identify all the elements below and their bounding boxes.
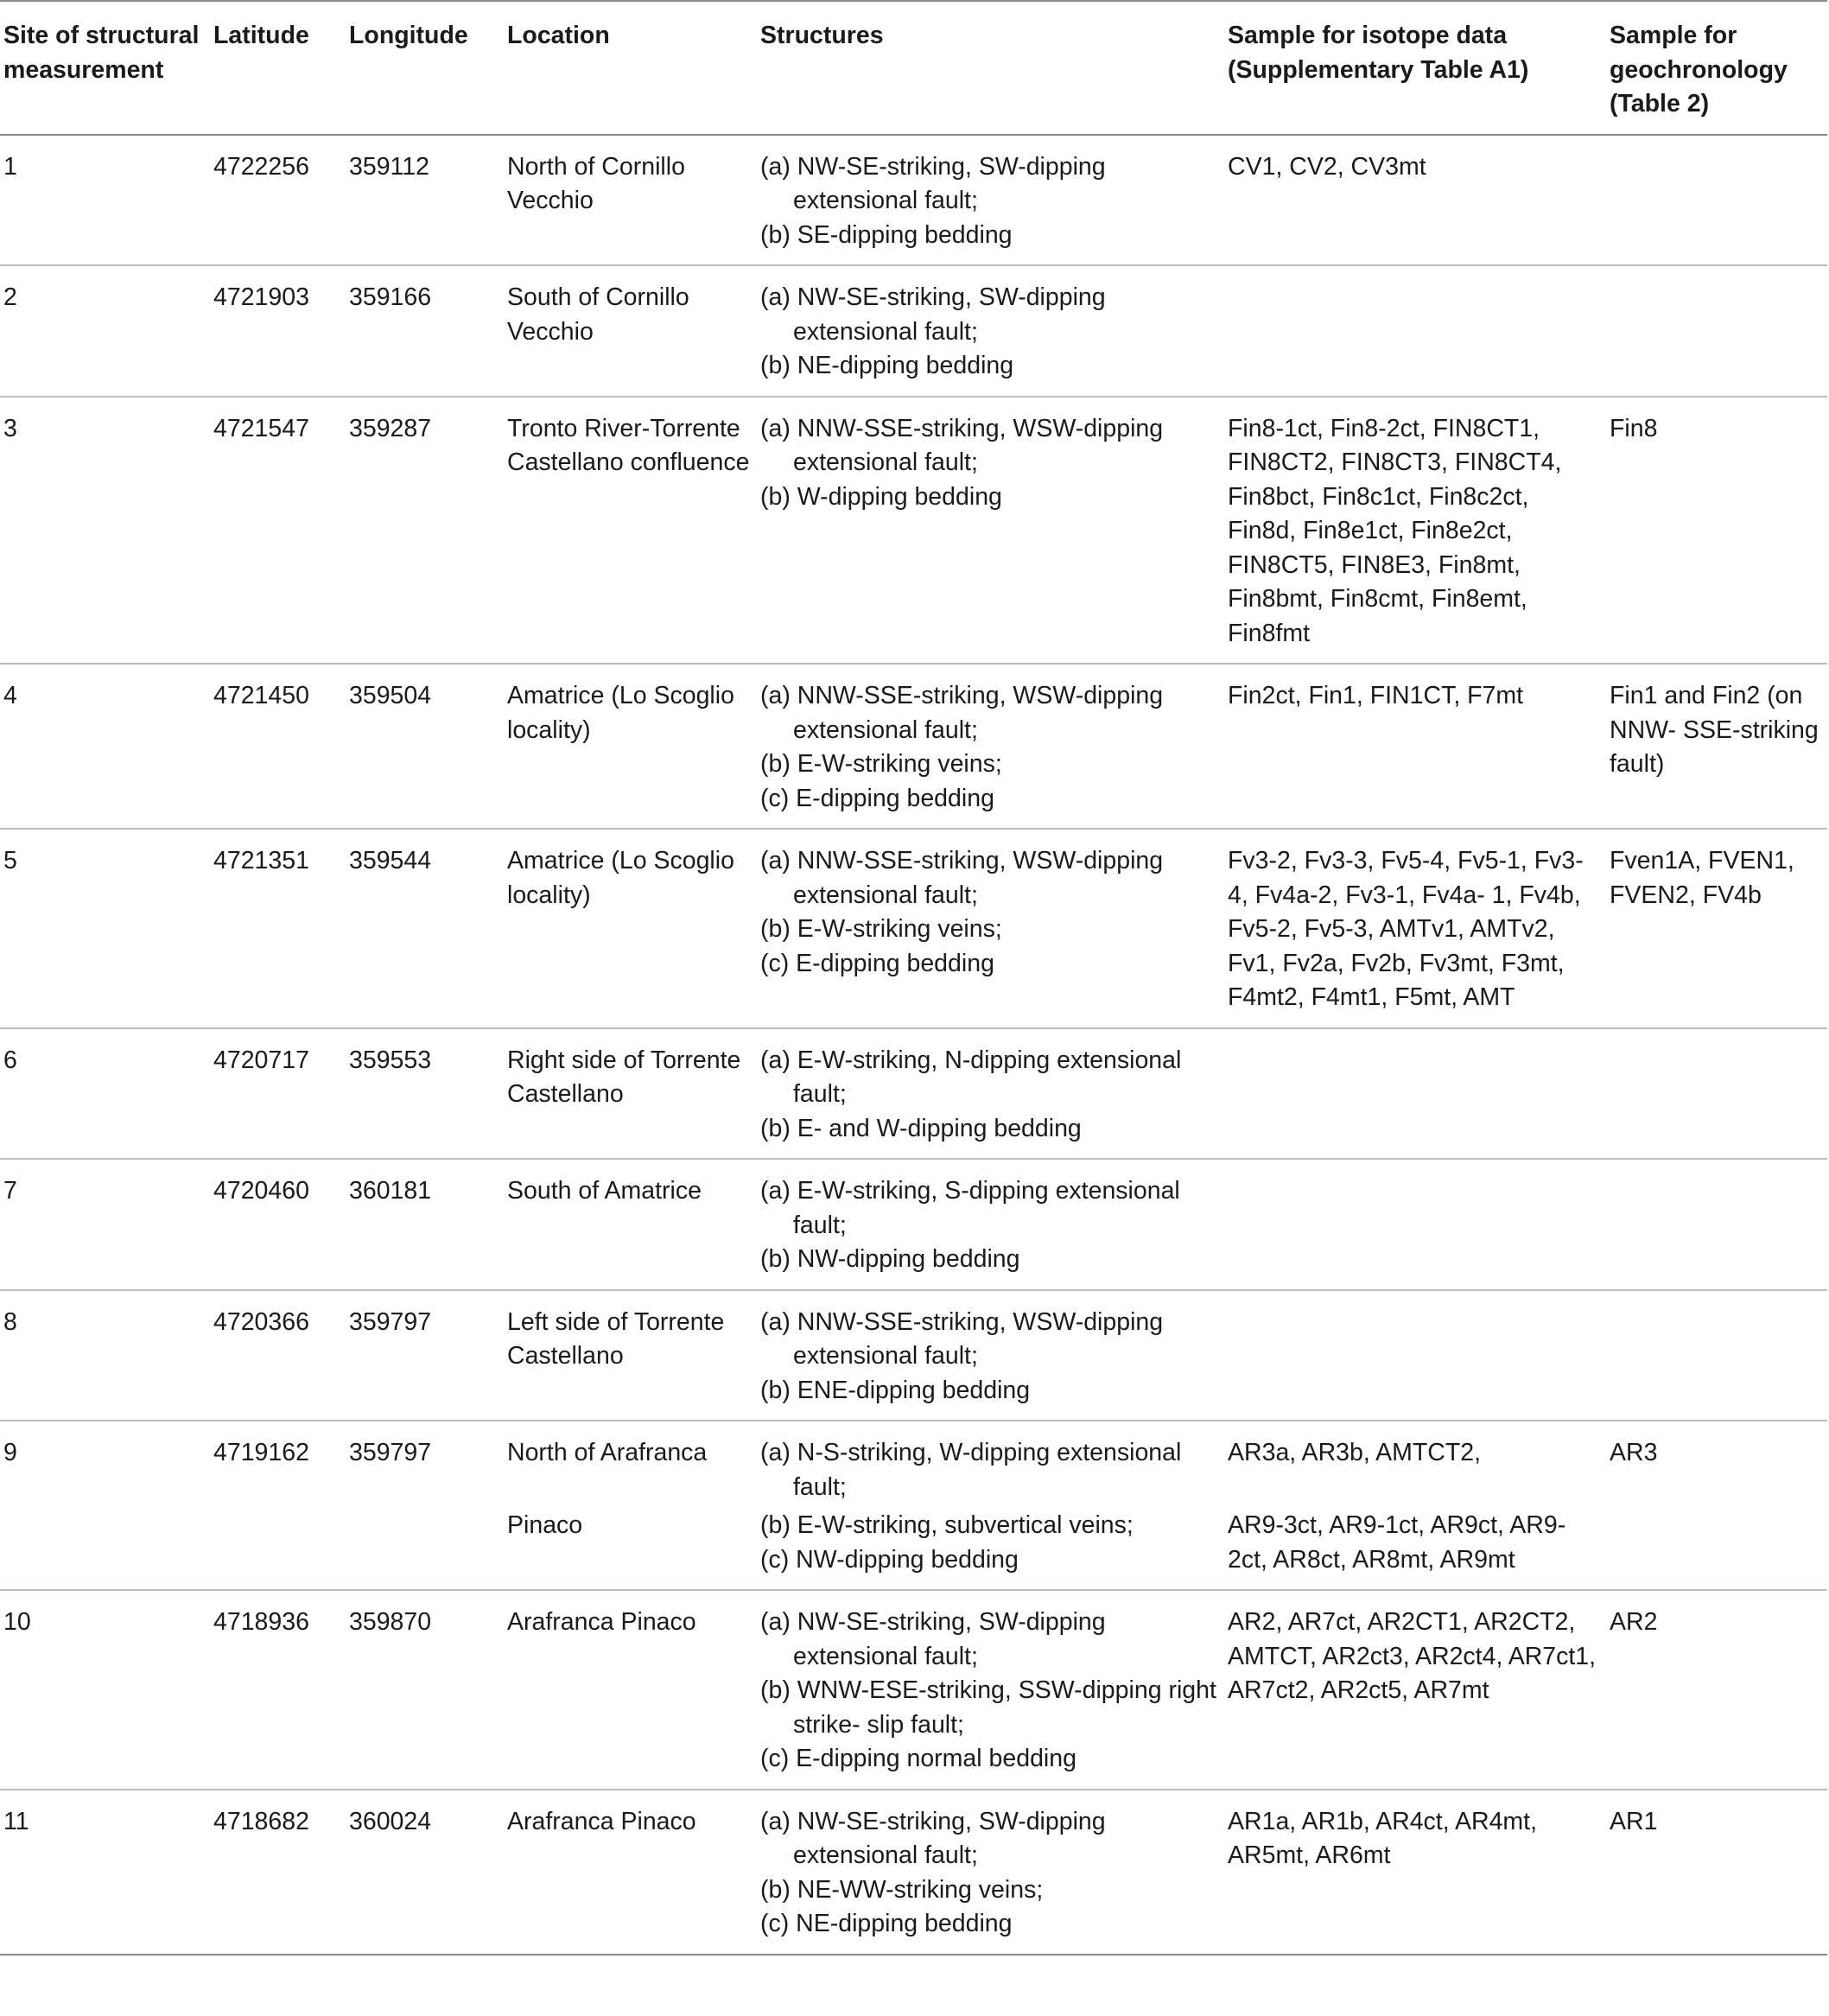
table-row [0, 397, 1827, 665]
cell-site: 9 [0, 1421, 210, 1590]
location-text: Arafranca Pinaco [507, 1807, 696, 1835]
structure-item: (b) E- and W-dipping bedding [760, 1114, 1082, 1142]
cell-longitude: 359797 [346, 1421, 504, 1590]
table-row [0, 1159, 1827, 1290]
cell-location [504, 1590, 757, 1790]
cell-longitude: 359797 [346, 1290, 504, 1421]
structure-item: (b) NE-dipping bedding [760, 352, 1014, 379]
location-text-secondary: Pinaco [507, 1511, 583, 1539]
table-row [0, 1421, 1827, 1590]
cell-isotope-samples [1224, 397, 1606, 665]
cell-site: 1 [0, 135, 210, 266]
isotope-samples-text: AR2, AR7ct, AR2CT1, AR2CT2, AMTCT, AR2ct3, AR2ct4, AR7ct1, AR7ct2, AR2ct5, AR7mt [1228, 1608, 1597, 1704]
cell-longitude: 359870 [346, 1590, 504, 1790]
cell-longitude: 359112 [346, 135, 504, 266]
table-row [0, 1028, 1827, 1160]
header-longitude: Longitude [346, 1, 504, 135]
cell-geochronology [1606, 1290, 1827, 1421]
structure-item: (a) E-W-striking, N-dipping extensional fault; [760, 1046, 1182, 1108]
cell-longitude: 360024 [346, 1790, 504, 1955]
isotope-samples-text: Fv3-2, Fv3-3, Fv5-4, Fv5-1, Fv3-4, Fv4a-2, Fv3-1, Fv4a- 1, Fv4b, Fv5-2, Fv5-3, AMTv1, AMTv2, Fv1, Fv2a, Fv2b, Fv3mt, F3mt, F4mt2, F4mt1, F5mt, AMT [1228, 847, 1584, 1011]
structure-item: (b) ENE-dipping bedding [760, 1376, 1031, 1404]
cell-longitude: 359287 [346, 397, 504, 665]
structure-item: (c) E-dipping bedding [760, 784, 994, 812]
isotope-samples-text: CV1, CV2, CV3mt [1228, 152, 1426, 181]
cell-isotope-samples [1224, 1290, 1606, 1421]
cell-latitude: 4718682 [210, 1790, 346, 1955]
cell-geochronology: Fin1 and Fin2 (on NNW- SSE-striking fault) [1606, 664, 1827, 829]
structure-item: (c) E-dipping normal bedding [760, 1745, 1076, 1772]
cell-latitude: 4721351 [210, 829, 346, 1028]
table-row [0, 829, 1827, 1028]
structure-item: (c) E-dipping bedding [760, 949, 994, 977]
isotope-samples-text: Fin2ct, Fin1, FIN1CT, F7mt [1228, 682, 1524, 709]
cell-structures [757, 397, 1224, 665]
cell-site: 4 [0, 664, 210, 829]
location-text: South of Cornillo Vecchio [507, 283, 689, 346]
cell-geochronology: AR2 [1606, 1590, 1827, 1790]
cell-isotope-samples [1224, 1159, 1606, 1290]
cell-site: 6 [0, 1028, 210, 1160]
cell-structures [757, 1290, 1224, 1421]
table-row [0, 265, 1827, 397]
structure-item: (a) NNW-SSE-striking, WSW-dipping extensional fault; [760, 1307, 1164, 1370]
cell-location [504, 1421, 757, 1590]
cell-structures [757, 135, 1224, 266]
spacer [1228, 1471, 1601, 1505]
structure-item: (c) NE-dipping bedding [760, 1910, 1013, 1937]
cell-isotope-samples [1224, 1590, 1606, 1790]
location-text: Arafranca Pinaco [507, 1608, 696, 1636]
cell-longitude: 359553 [346, 1028, 504, 1160]
cell-geochronology [1606, 1159, 1827, 1290]
isotope-samples-text: AR1a, AR1b, AR4ct, AR4mt, AR5mt, AR6mt [1228, 1807, 1538, 1869]
table-body [0, 135, 1827, 1955]
header-site: Site of structural measurement [0, 1, 210, 135]
header-geochronology: Sample for geochronology (Table 2) [1606, 1, 1827, 135]
cell-latitude: 4720460 [210, 1159, 346, 1290]
cell-structures [757, 1790, 1224, 1955]
structure-item: (c) NW-dipping bedding [760, 1545, 1019, 1574]
cell-latitude: 4720717 [210, 1028, 346, 1160]
cell-structures [757, 664, 1224, 829]
cell-location [504, 265, 757, 397]
structure-item: (a) NNW-SSE-striking, WSW-dipping extensional fault; [760, 847, 1164, 909]
structure-item: (b) E-W-striking veins; [760, 915, 1002, 943]
table-row [0, 1590, 1827, 1790]
location-text: North of Cornillo Vecchio [507, 152, 685, 214]
structure-item: (a) NW-SE-striking, SW-dipping extensional fault; [760, 1807, 1106, 1869]
cell-isotope-samples [1224, 265, 1606, 397]
cell-isotope-samples [1224, 829, 1606, 1028]
cell-location [504, 1290, 757, 1421]
header-location: Location [504, 1, 757, 135]
cell-geochronology: Fven1A, FVEN1, FVEN2, FV4b [1606, 829, 1827, 1028]
location-text: Right side of Torrente Castellano [507, 1046, 741, 1108]
location-text: Amatrice (Lo Scoglio locality) [507, 682, 734, 744]
cell-location [504, 829, 757, 1028]
structure-item: (b) E-W-striking, subvertical veins; [760, 1511, 1134, 1539]
cell-latitude: 4722256 [210, 135, 346, 266]
cell-location [504, 1159, 757, 1290]
table-header [0, 1, 1827, 135]
header-structures: Structures [757, 1, 1224, 135]
cell-geochronology [1606, 1028, 1827, 1160]
location-text: Amatrice (Lo Scoglio locality) [507, 847, 734, 909]
structure-item: (b) NE-WW-striking veins; [760, 1875, 1044, 1904]
table-row [0, 1290, 1827, 1421]
cell-location [504, 664, 757, 829]
cell-site: 11 [0, 1790, 210, 1955]
cell-structures [757, 265, 1224, 397]
cell-structures [757, 1421, 1224, 1590]
spacer [507, 1471, 752, 1505]
cell-geochronology: Fin8 [1606, 397, 1827, 665]
table-row [0, 664, 1827, 829]
header-isotope: Sample for isotope data (Supplementary Table A1) [1224, 1, 1606, 135]
structure-item: (b) W-dipping bedding [760, 482, 1002, 511]
cell-geochronology [1606, 135, 1827, 266]
cell-structures [757, 1590, 1224, 1790]
cell-structures [757, 1028, 1224, 1160]
cell-longitude: 360181 [346, 1159, 504, 1290]
cell-site: 8 [0, 1290, 210, 1421]
cell-latitude: 4718936 [210, 1590, 346, 1790]
structure-item: (b) SE-dipping bedding [760, 220, 1013, 249]
cell-isotope-samples [1224, 1790, 1606, 1955]
cell-latitude: 4719162 [210, 1421, 346, 1590]
cell-geochronology [1606, 265, 1827, 397]
cell-structures [757, 829, 1224, 1028]
structure-item: (a) NW-SE-striking, SW-dipping extensional fault; [760, 283, 1106, 346]
cell-latitude: 4721547 [210, 397, 346, 665]
cell-site: 7 [0, 1159, 210, 1290]
cell-latitude: 4721450 [210, 664, 346, 829]
location-text: South of Amatrice [507, 1177, 702, 1205]
structure-item: (b) E-W-striking veins; [760, 750, 1002, 778]
cell-site: 2 [0, 265, 210, 397]
cell-site: 5 [0, 829, 210, 1028]
cell-structures [757, 1159, 1224, 1290]
table-row [0, 1790, 1827, 1955]
cell-location [504, 1028, 757, 1160]
cell-site: 3 [0, 397, 210, 665]
location-text: Left side of Torrente Castellano [507, 1307, 725, 1370]
structure-item: (a) NNW-SSE-striking, WSW-dipping extensional fault; [760, 414, 1164, 476]
cell-longitude: 359504 [346, 664, 504, 829]
isotope-samples-text-secondary: AR9-3ct, AR9-1ct, AR9ct, AR9-2ct, AR8ct, AR8mt, AR9mt [1228, 1511, 1566, 1574]
cell-isotope-samples [1224, 1421, 1606, 1590]
cell-latitude: 4721903 [210, 265, 346, 397]
location-text: Tronto River-Torrente Castellano confluence [507, 414, 750, 476]
cell-location [504, 1790, 757, 1955]
cell-geochronology: AR3 [1606, 1421, 1827, 1590]
cell-longitude: 359544 [346, 829, 504, 1028]
structure-item: (a) N-S-striking, W-dipping extensional fault; [760, 1439, 1182, 1501]
cell-isotope-samples [1224, 1028, 1606, 1160]
structure-item: (a) NW-SE-striking, SW-dipping extensional fault; [760, 1608, 1106, 1670]
cell-latitude: 4720366 [210, 1290, 346, 1421]
structure-item: (a) E-W-striking, S-dipping extensional fault; [760, 1177, 1180, 1239]
cell-site: 10 [0, 1590, 210, 1790]
cell-isotope-samples [1224, 664, 1606, 829]
header-latitude: Latitude [210, 1, 346, 135]
cell-location [504, 397, 757, 665]
header-row [0, 1, 1827, 135]
structure-item: (b) WNW-ESE-striking, SSW-dipping right strike- slip fault; [760, 1676, 1216, 1739]
cell-location [504, 135, 757, 266]
isotope-samples-text: AR3a, AR3b, AMTCT2, [1228, 1439, 1482, 1466]
cell-isotope-samples [1224, 135, 1606, 266]
isotope-samples-text: Fin8-1ct, Fin8-2ct, FIN8CT1, FIN8CT2, FIN8CT3, FIN8CT4, Fin8bct, Fin8c1ct, Fin8c2ct, Fin8d, Fin8e1ct, Fin8e2ct, FIN8CT5, FIN8E3, Fin8mt, Fin8bmt, Fin8cmt, Fin8emt, Fin8fmt [1228, 414, 1562, 647]
structure-item: (b) NW-dipping bedding [760, 1245, 1020, 1273]
table-row [0, 135, 1827, 266]
cell-geochronology: AR1 [1606, 1790, 1827, 1955]
cell-longitude: 359166 [346, 265, 504, 397]
location-text: North of Arafranca [507, 1439, 708, 1466]
structure-item: (a) NW-SE-striking, SW-dipping extensional fault; [760, 152, 1106, 214]
structure-item: (a) NNW-SSE-striking, WSW-dipping extensional fault; [760, 682, 1164, 744]
